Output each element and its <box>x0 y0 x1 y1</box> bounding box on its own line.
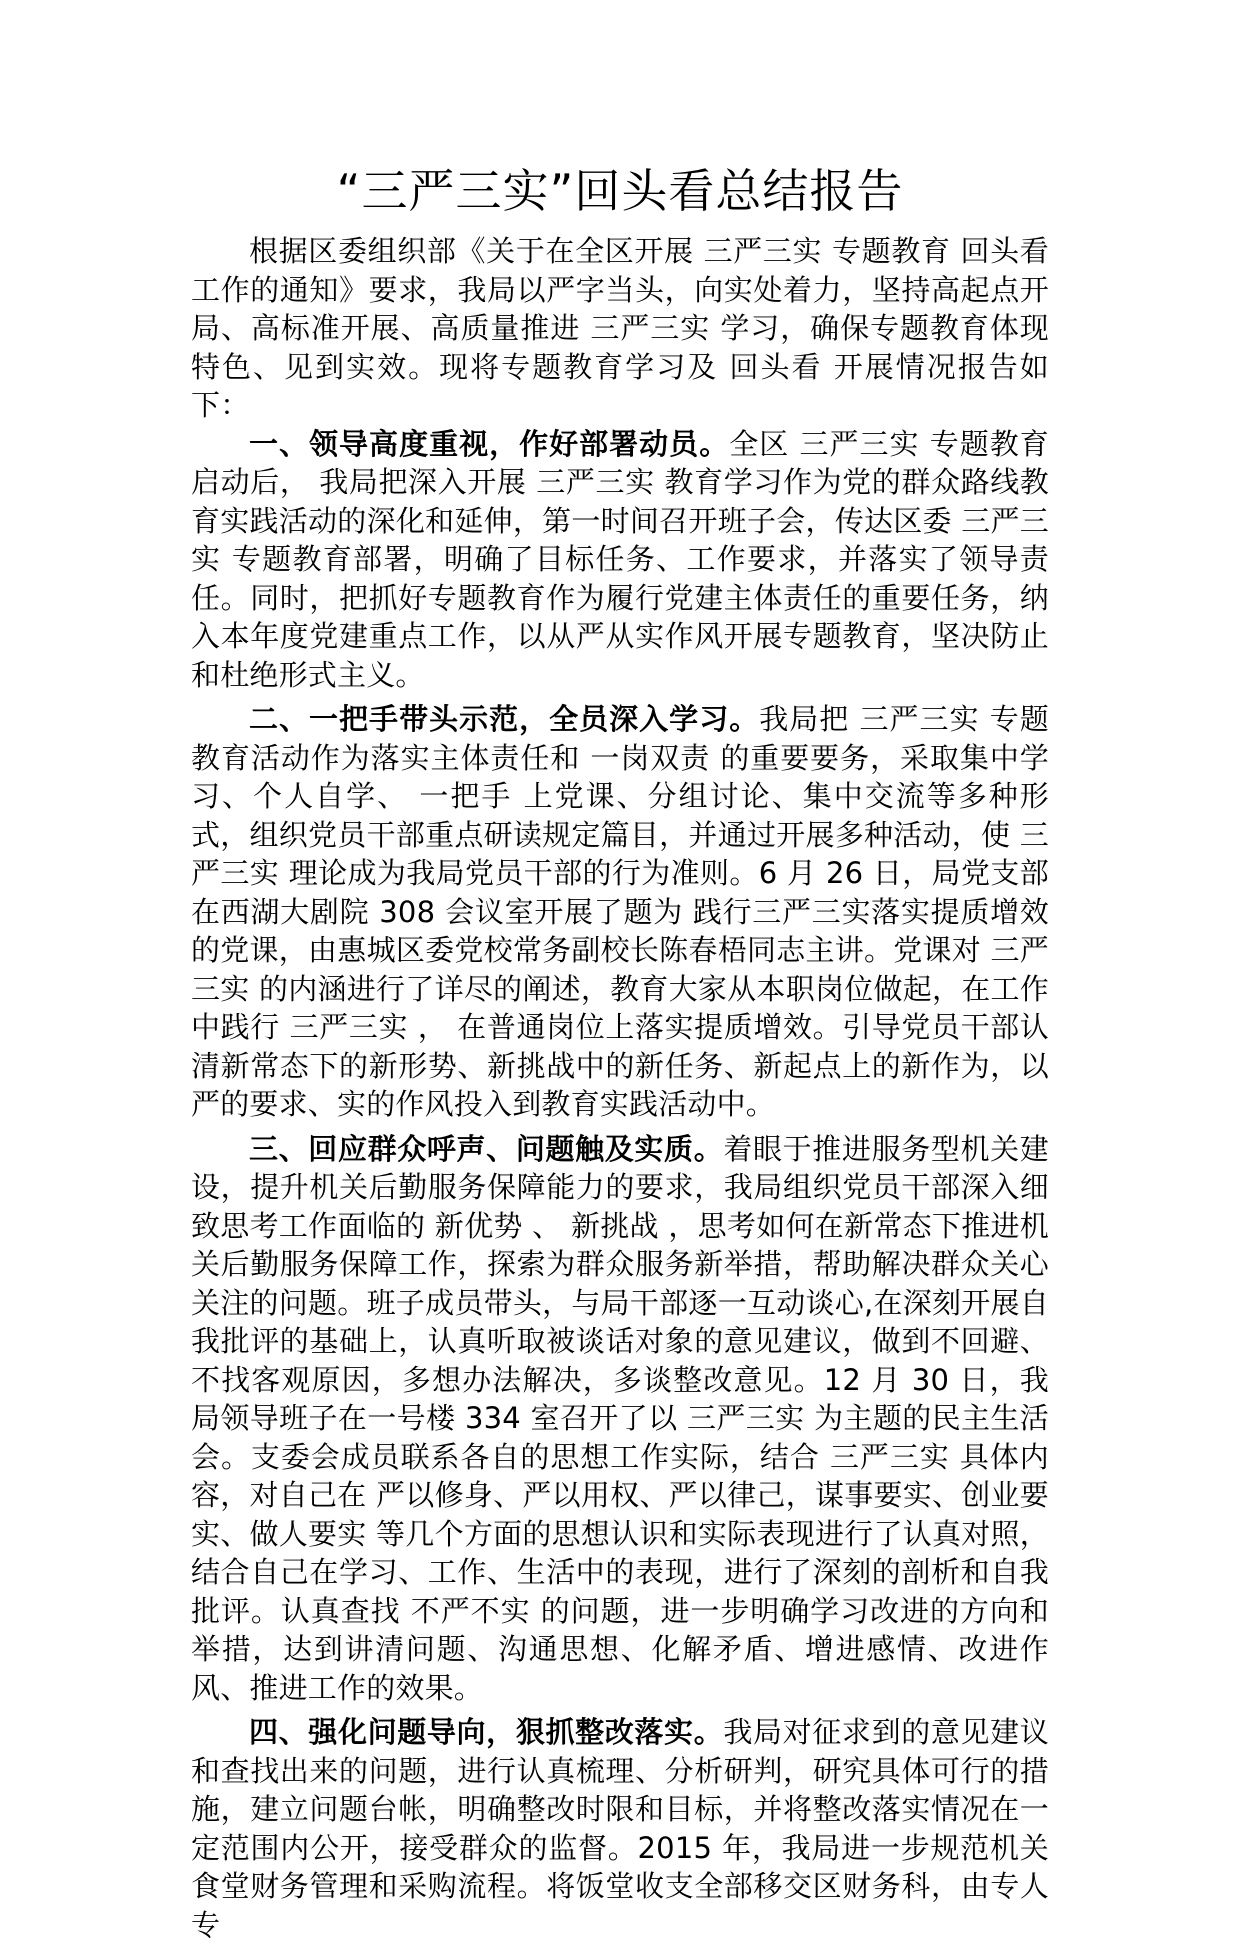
section-1-paragraph <box>191 425 1049 695</box>
section-1-heading: 一、领导高度重视，作好部署动员。 <box>249 426 730 461</box>
section-2-paragraph <box>191 700 1049 1124</box>
section-3-body: 着眼于推进服务型机关建设，提升机关后勤服务保障能力的要求，我局组织党员干部深入细致思考工作面临的 新优势 、 新挑战 ，思考如何在新常态下推进机关后勤服务保障工作，探索为群众服务新举措，帮助解决群众关心关注的问题。班子成员带头，与局干部逐一互动谈心,在深刻开展自我批评的基础上，认真听取被谈话对象的意见建议，做到不回避、不找客观原因，多想办法解决，多谈整改意见。12 月 30 日，我局领导班子在一号楼 334 室召开了以 三严三实 为主题的民主生活会。支委会成员联系各自的思想工作实际，结合 三严三实 具体内容，对自己在 严以修身、严以用权、严以律己，谋事要实、创业要实、做人要实 等几个方面的思想认识和实际表现进行了认真对照，结合自己在学习、工作、生活中的表现，进行了深刻的剖析和自我批评。认真查找 不严不实 的问题，进一步明确学习改进的方向和举措，达到讲清问题、沟通思想、化解矛盾、增进感情、改进作风、推进工作的效果。 <box>191 1131 1050 1705</box>
section-2-heading: 二、一把手带头示范，全员深入学习。 <box>249 702 760 736</box>
section-1-body: 全区 三严三实 专题教育启动后， 我局把深入开展 三严三实 教育学习作为党的群众路线教育实践活动的深化和延伸，第一时间召开班子会，传达区委 三严三实 专题教育部署，明确了目标任务、工作要求，并落实了领导责任。同时，把抓好专题教育作为履行党建主体责任的重要任务，纳入本年度党建重点工作，以从严从实作风开展专题教育，坚决防止和杜绝形式主义。 <box>191 426 1049 692</box>
section-4-heading: 四、强化问题导向，狠抓整改落实。 <box>249 1715 724 1749</box>
section-2-body: 我局把 三严三实 专题教育活动作为落实主体责任和 一岗双责 的重要要务，采取集中学习、个人自学、 一把手 上党课、分组讨论、集中交流等多种形式，组织党员干部重点研读规定篇目，并通过开展多种活动，使 三严三实 理论成为我局党员干部的行为准则。6 月 26 日，局党支部在西湖大剧院 308 会议室开展了题为 践行三严三实落实提质增效 的党课，由惠城区委党校常务副校长陈春梧同志主讲。党课对 三严三实 的内涵进行了详尽的阐述，教育大家从本职岗位做起，在工作中践行 三严三实 ， 在普通岗位上落实提质增效。引导党员干部认清新常态下的新形势、新挑战中的新任务、新起点上的新作为，以严的要求、实的作风投入到教育实践活动中。 <box>191 702 1050 1121</box>
section-4-body: 我局对征求到的意见建议和查找出来的问题，进行认真梳理、分析研判，研究具体可行的措施，建立问题台帐，明确整改时限和目标，并将整改落实情况在一定范围内公开，接受群众的监督。2015 年，我局进一步规范机关食堂财务管理和采购流程。将饭堂收支全部移交区财务科，由专人专 <box>191 1715 1050 1942</box>
section-3-heading: 三、回应群众呼声、问题触及实质。 <box>249 1131 724 1166</box>
document-title: “三严三实”回头看总结报告 <box>336 164 904 218</box>
document-body <box>191 158 1049 1944</box>
section-4-paragraph <box>191 1713 1049 1944</box>
section-3-paragraph <box>191 1130 1049 1708</box>
intro-paragraph: 根据区委组织部《关于在全区开展 三严三实 专题教育 回头看 工作的通知》要求，我局以严字当头，向实处着力，坚持高起点开局、高标准开展、高质量推进 三严三实 学习，确保专题教育体现特色、见到实效。现将专题教育学习及 回头看 开展情况报告如下： <box>191 234 1049 422</box>
